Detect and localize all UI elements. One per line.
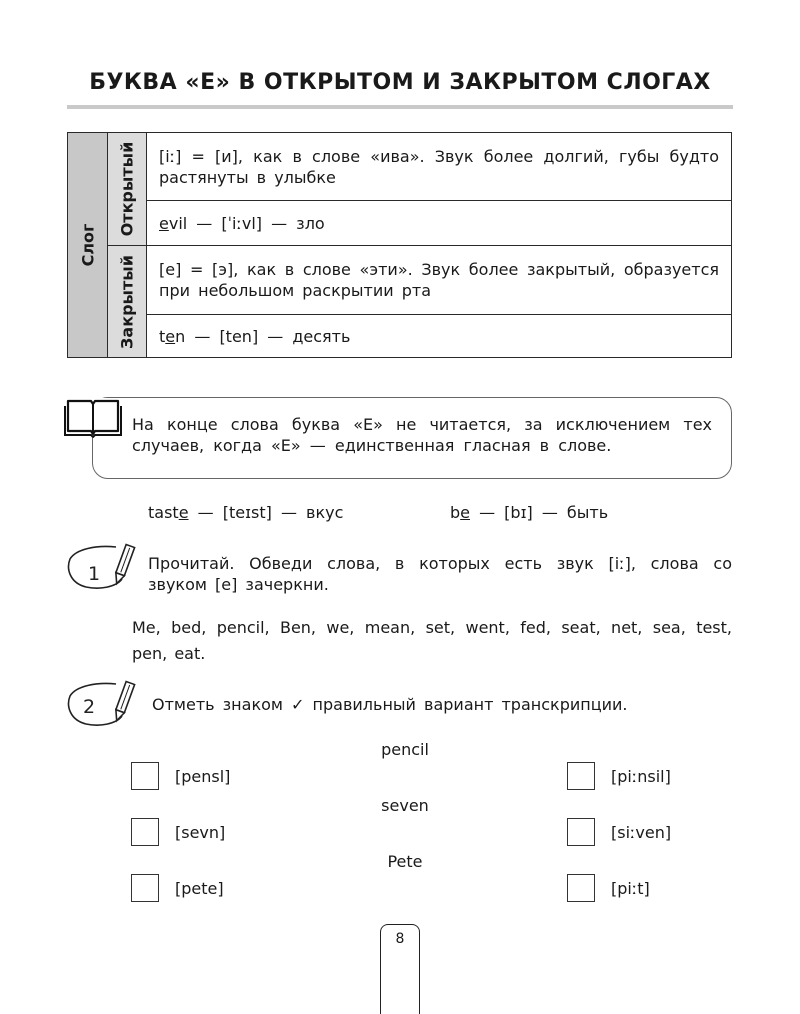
page-title: БУКВА «Е» В ОТКРЫТОМ И ЗАКРЫТОМ СЛОГАХ [89, 70, 711, 95]
highlight-letter: e [460, 503, 470, 522]
checkbox-pensl[interactable] [131, 762, 159, 790]
syllable-label: Слог [78, 223, 97, 267]
highlight-letter: e [159, 213, 169, 233]
task-number-2: 2 [83, 696, 96, 718]
option-pi-t: [piːt] [611, 879, 650, 898]
page-number: 8 [395, 931, 405, 947]
closed-syllable-label: Закрытый [117, 254, 137, 349]
title-divider [67, 105, 733, 109]
checkbox-pi-t[interactable] [567, 874, 595, 902]
option-pensl: [pensl] [175, 767, 231, 786]
rule-note-text: На конце слова буква «Е» не читается, за исключением тех случаев, когда «Е» — единственная гласная в слове. [132, 415, 712, 455]
open-book-icon [64, 398, 122, 438]
checkbox-si-ven[interactable] [567, 818, 595, 846]
task-number-1: 1 [88, 563, 101, 585]
option-pi-nsil: [piːnsil] [611, 767, 671, 786]
task2-instruction: Отметь знаком ✓ правильный вариант транскрипции. [152, 695, 628, 714]
task-number-badge-2 [66, 680, 136, 728]
checkbox-sevn[interactable] [131, 818, 159, 846]
syllable-header-cell [68, 133, 108, 357]
checkbox-pi-nsil[interactable] [567, 762, 595, 790]
closed-syllable-description-cell [147, 246, 731, 315]
open-syllable-label: Открытый [117, 141, 137, 237]
open-syllable-header [108, 133, 147, 246]
option-sevn: [sevn] [175, 823, 226, 842]
example-taste: taste — [teɪst] — вкус [148, 503, 344, 522]
open-syllable-example: evil — [ˈiːvl] — зло [159, 213, 325, 233]
task2-word-pete: Pete [387, 852, 423, 871]
open-syllable-example-cell [147, 201, 731, 246]
closed-syllable-example-cell [147, 315, 731, 357]
option-si-ven: [siːven] [611, 823, 672, 842]
task1-word-list: Me, bed, pencil, Ben, we, mean, set, went, fed, seat, net, sea, test, pen, eat. [132, 618, 732, 663]
task2-word-seven: seven [381, 796, 429, 815]
task-number-badge-1 [66, 543, 136, 591]
closed-syllable-example: ten — [ten] — десять [159, 326, 351, 346]
checkbox-pete[interactable] [131, 874, 159, 902]
task1-instruction: Прочитай. Обведи слова, в которых есть звук [iː], слова со звуком [e] зачеркни. [148, 554, 732, 594]
page-number-tab [380, 924, 420, 1014]
task2-word-pencil: pencil [381, 740, 429, 759]
open-syllable-description-cell [147, 133, 731, 201]
closed-syllable-header [108, 246, 147, 357]
highlight-letter: e [178, 503, 189, 522]
highlight-letter: e [165, 326, 176, 346]
syllable-table [67, 132, 732, 358]
closed-syllable-description: [e] = [э], как в слове «эти». Звук более закрытый, образуется при небольшом раскрытии рта [159, 260, 719, 300]
open-syllable-description: [iː] = [и], как в слове «ива». Звук более долгий, губы будто растянуты в улыбке [159, 146, 719, 187]
option-pete: [pete] [175, 879, 224, 898]
example-be: be — [bɪ] — быть [450, 503, 609, 522]
